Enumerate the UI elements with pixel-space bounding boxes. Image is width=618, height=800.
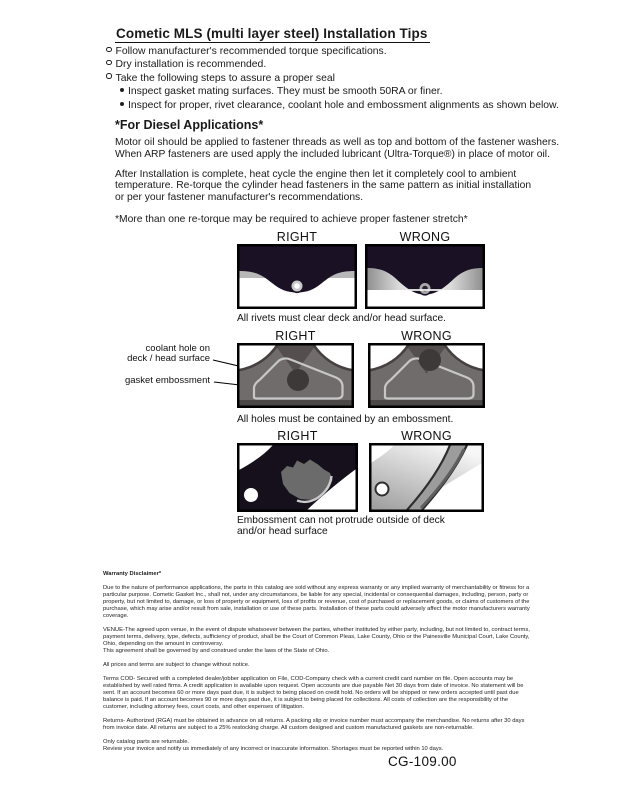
diesel-applications-section (115, 118, 560, 225)
warranty-paragraph: Review your invoice and notify us immediately of any incorrect or inaccurate information. Shortages must be reported within 10 days. (103, 746, 444, 752)
wrong-label: WRONG (399, 230, 451, 244)
filled-bullet-icon (120, 102, 124, 106)
coolant-hole-outside-embossment (419, 349, 441, 371)
warranty-paragraph: Only catalog parts are returnable. (103, 739, 190, 745)
coolant-hole (287, 369, 309, 391)
list-item (106, 58, 576, 71)
open-bullet-icon (106, 47, 112, 53)
list-item (106, 72, 576, 85)
row1-caption: All rivets must clear deck and/or head surface. (237, 313, 446, 324)
warranty-heading: Warranty Disclaimer* (103, 571, 162, 577)
bullet-text: Dry installation is recommended. (115, 59, 267, 71)
warranty-paragraph: Terms COD- Secured with a completed dealer/jobber application on File, COD-Company check with a current credit card number on file. Open accounts may be established by well rated firms. A credit application is available upon request. Open accounts are due payable Net 30 days from date of invoice. No statement will be sent. If an account becomes 60 or more days past due, it is subject to being placed on credit hold. No orders will be shipped or new orders accepted until past due balance is paid. If an account becomes 90 or more days past due, it is subject to being placed for collections. All costs of collection are the responsibility of the customer, including attorney fees, court costs, and other expenses of litigation. (103, 676, 524, 710)
gasket-embossment-annotation: gasket embossment (124, 375, 210, 386)
section-heading: *For Diesel Applications* (115, 118, 264, 132)
right-label: RIGHT (277, 429, 318, 443)
open-bullet-icon (106, 60, 112, 66)
right-label: RIGHT (276, 230, 318, 244)
installation-tips-list (106, 45, 576, 112)
list-item (120, 99, 576, 112)
bolt-hole (244, 488, 258, 502)
paragraph-line: When ARP fasteners are used apply the included lubricant (Ultra-Torque®) in place of motor oil. (115, 148, 550, 160)
warranty-paragraph: This agreement shall be governed by and construed under the laws of the State of Ohio. (103, 648, 330, 654)
page-code: CG-109.00 (388, 754, 457, 769)
embossment-protrusion-right-diagram (237, 443, 358, 512)
row3-caption: Embossment can not protrude outside of deck and/or head surface (237, 515, 445, 537)
warranty-disclaimer (103, 571, 530, 753)
row2-caption: All holes must be contained by an embossment. (237, 414, 454, 425)
filled-bullet-icon (120, 88, 124, 92)
warranty-paragraph: Due to the nature of performance applications, the parts in this catalog are sold without any express warranty or any implied warranty of merchantability or fitness for a particular purpose. Cometic Gasket Inc., shall not, under any circumstances, be liable for any special, incidental or consequential damages, including, person, party or property, but not limited to, damage, or loss of property or equipment, loss of profits or revenue, cost of purchased or replacement goods, or claims of customers of the purchase, which may arise and/or result from sale, installation or use of these parts. Installation of these parts could adversely affect the motor manufacturers warranty coverage. (103, 585, 530, 619)
list-item (106, 45, 576, 58)
coolant-hole-annotation: coolant hole on deck / head surface (127, 343, 210, 364)
wrong-label: WRONG (401, 329, 452, 343)
paragraph-line: temperature. Re-torque the cylinder head fasteners in the same pattern as initial installation (115, 180, 532, 192)
right-label: RIGHT (275, 329, 316, 343)
paragraph (115, 169, 560, 204)
page-title: Cometic MLS (multi layer steel) Installation Tips (115, 26, 430, 43)
retorque-note: *More than one re-torque may be required to achieve proper fastener stretch* (115, 213, 468, 225)
wrong-label: WRONG (401, 429, 452, 443)
rivet-clearance-right-diagram (237, 244, 357, 309)
embossment-protrusion-wrong-diagram (369, 443, 484, 512)
bolt-hole (376, 483, 389, 496)
paragraph (115, 137, 560, 161)
gasket-edge-strip (370, 400, 483, 406)
warranty-paragraph: All prices and terms are subject to change without notice. (103, 662, 250, 668)
paragraph-line: After Installation is complete, heat cycle the engine then let it completely cool to ambient (115, 168, 517, 180)
embossment-containment-wrong-diagram (368, 343, 485, 408)
bullet-text: Take the following steps to assure a proper seal (115, 72, 335, 84)
bullet-text: Follow manufacturer's recommended torque specifications. (115, 46, 387, 57)
bullet-text: Inspect for proper, rivet clearance, coolant hole and embossment alignments as shown below. (128, 99, 559, 111)
open-bullet-icon (106, 73, 112, 79)
warranty-paragraph: VENUE-The agreed upon venue, in the event of dispute whatsoever between the parties, whether instituted by either party, including, but not limited to, contract terms, payment terms, delivery, type, defects, sufficiency of product, shall be the Court of Common Pleas, Lake County, Ohio or the Painesville Municipal Court, Lake County, Ohio, depending on the amount in controversy. (103, 627, 530, 647)
warranty-paragraph: Returns- Authorized (RGA) must be obtained in advance on all returns. A packing slip or invoice number must accompany the merchandise. No returns after 30 days from invoice date. All returns are subject to a 25% restocking charge. All custom designed and custom manufactured gaskets are non-returnable. (103, 718, 525, 731)
paragraph-line: Motor oil should be applied to fastener threads as well as top and bottom of the fastener washers. (115, 137, 560, 148)
rivet-clearance-wrong-diagram (365, 244, 485, 309)
paragraph-line: or per your fastener manufacturer's recommendations. (115, 192, 364, 204)
gasket-edge-strip (239, 400, 352, 406)
list-item (120, 85, 576, 98)
bullet-text: Inspect gasket mating surfaces. They must be smooth 50RA or finer. (128, 86, 443, 98)
embossment-containment-right-diagram (237, 343, 354, 408)
